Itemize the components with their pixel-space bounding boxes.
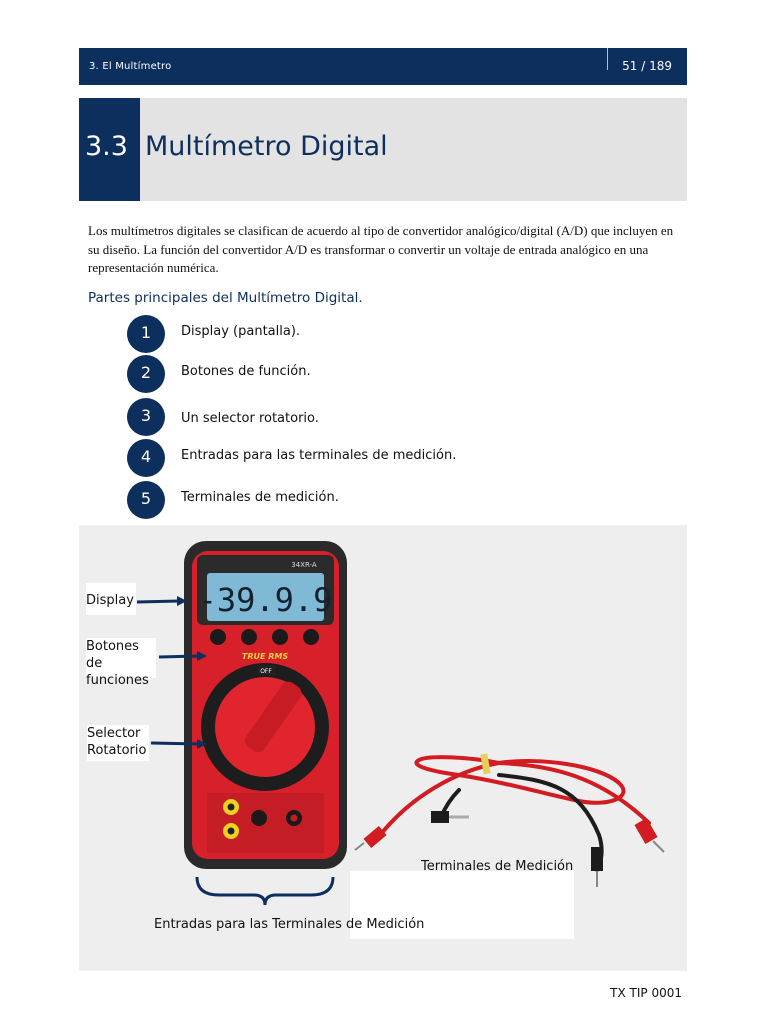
black-lead [499, 775, 602, 870]
intro-paragraph: Los multímetros digitales se clasifican de acuerdo al tipo de convertidor analógico/digital (A/D) que incluyen en su diseño. La función del convertidor A/D es transformar o convertir un voltaje de entrada analógico en una representación numérica. [88, 223, 674, 275]
meter-model: 34XR-A [291, 561, 317, 569]
lcd-reading: -39.9.9 [197, 581, 333, 619]
number-badge: 4 [127, 439, 165, 477]
page-indicator: 51 / 189 [622, 59, 672, 73]
section-number-box [79, 98, 140, 201]
list-item-label: Terminales de medición. [181, 490, 339, 505]
red-lead [374, 757, 623, 843]
list-item-label: Un selector rotatorio. [181, 411, 319, 426]
off-label: OFF [260, 668, 272, 675]
number-badge: 5 [127, 481, 165, 519]
multimeter-figure [79, 525, 687, 971]
display-callout [86, 583, 136, 615]
list-item-label: Entradas para las terminales de medición. [181, 448, 457, 463]
number-badge: 3 [127, 398, 165, 436]
display-callout-label: Display [86, 593, 134, 608]
selector-arrow [151, 743, 199, 744]
function-button [272, 629, 288, 645]
section-number: 3.3 [85, 131, 128, 162]
true-rms-label: TRUE RMS [241, 652, 289, 661]
test-leads [374, 753, 649, 870]
header-divider [607, 48, 608, 70]
inputs-callout: Entradas para las Terminales de Medición [154, 917, 425, 932]
number-badge: 2 [127, 355, 165, 393]
header-bar [79, 48, 687, 85]
footer-code: TX TIP 0001 [610, 986, 682, 1000]
title-block [79, 98, 687, 201]
parts-subtitle: Partes principales del Multímetro Digital. [88, 290, 363, 306]
function-button [210, 629, 226, 645]
function-button [241, 629, 257, 645]
number-badge: 1 [127, 315, 165, 353]
buttons-callout-line1: Botones de [86, 639, 139, 671]
input-terminal [251, 810, 267, 826]
page-title: Multímetro Digital [145, 131, 388, 162]
function-button [303, 629, 319, 645]
buttons-callout [86, 638, 156, 688]
selector-callout-line2: Rotatorio [87, 743, 147, 758]
list-item-label: Botones de función. [181, 364, 311, 379]
multimeter [184, 541, 347, 869]
buttons-callout-line2: funciones [86, 673, 149, 688]
selector-callout-line1: Selector [87, 726, 141, 741]
selector-callout [87, 725, 149, 761]
inputs-brace [197, 877, 333, 905]
buttons-arrow [159, 656, 199, 657]
list-item-label: Display (pantalla). [181, 324, 301, 339]
terminals-callout: Terminales de Medición [421, 859, 574, 874]
display-arrow [137, 601, 179, 602]
section-label: 3. El Multímetro [89, 61, 172, 72]
